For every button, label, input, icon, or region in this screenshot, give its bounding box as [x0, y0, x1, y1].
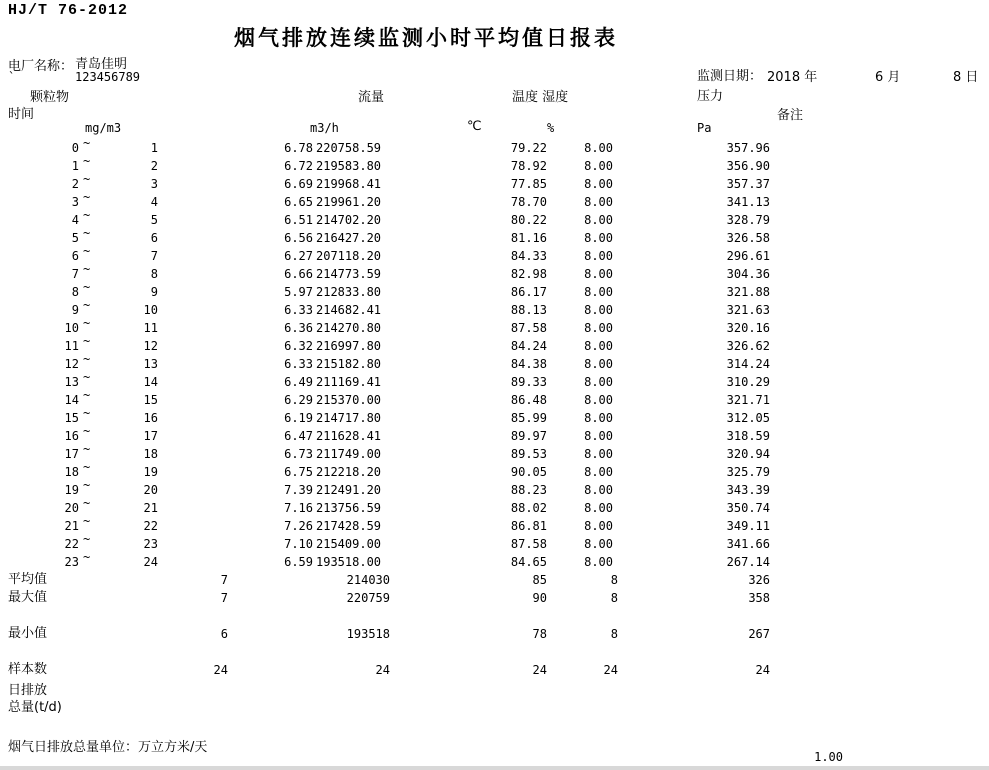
monitor-date-year: 2018 年 [767, 70, 818, 85]
hour-start-value: 3 [71, 195, 79, 209]
hour-end-value: 5 [150, 213, 158, 227]
hour-start-value: 23 [64, 555, 79, 569]
unit-temp: ℃ [467, 119, 482, 134]
table-row [0, 154, 989, 175]
hour-end-value: 9 [150, 285, 158, 299]
table-row [0, 280, 989, 301]
humidity-value: 8.00 [584, 195, 613, 209]
column-header-time: 时间 [8, 107, 35, 122]
hour-start-value: 0 [71, 141, 79, 155]
hour-end-value: 22 [143, 519, 158, 533]
flow-value: 211628.41 [316, 429, 382, 443]
table-row [0, 514, 989, 535]
temp-value: 86.48 [510, 393, 547, 407]
tilde-separator: ~ [83, 460, 91, 474]
summary-pressure-value: 358 [748, 591, 770, 605]
tilde-separator: ~ [83, 154, 91, 168]
table-row [0, 370, 989, 391]
flow-value: 193518.00 [316, 555, 382, 569]
hour-start-value: 2 [71, 177, 79, 191]
table-row [0, 208, 989, 229]
pressure-value: 325.79 [726, 465, 770, 479]
hour-end-value: 19 [143, 465, 158, 479]
tilde-separator: ~ [83, 442, 91, 456]
summary-humidity-value: 8 [610, 627, 618, 641]
hour-end-value: 18 [143, 447, 158, 461]
hour-start-value: 13 [64, 375, 79, 389]
summary-pressure-value: 24 [755, 663, 770, 677]
temp-value: 79.22 [510, 141, 547, 155]
humidity-value: 8.00 [584, 465, 613, 479]
tilde-separator: ~ [83, 280, 91, 294]
humidity-value: 8.00 [584, 429, 613, 443]
plant-name-value: 青岛佳明 [75, 57, 128, 72]
hour-start-value: 8 [71, 285, 79, 299]
hour-end-value: 20 [143, 483, 158, 497]
flow-value: 212218.20 [316, 465, 382, 479]
dust-value: 6.33 [284, 303, 313, 317]
pressure-value: 341.13 [726, 195, 770, 209]
pressure-value: 321.71 [726, 393, 770, 407]
column-header-remark: 备注 [777, 108, 804, 123]
pressure-value: 310.29 [726, 375, 770, 389]
pressure-value: 350.74 [726, 501, 770, 515]
summary-flow-value: 24 [375, 663, 390, 677]
summary-humidity-value: 24 [603, 663, 618, 677]
temp-value: 85.99 [510, 411, 547, 425]
table-row [0, 478, 989, 499]
summary-temp-value: 85 [532, 573, 547, 587]
humidity-value: 8.00 [584, 231, 613, 245]
hour-end-value: 17 [143, 429, 158, 443]
pressure-value: 341.66 [726, 537, 770, 551]
hour-start-value: 17 [64, 447, 79, 461]
column-header-dust: 颗粒物 [30, 90, 70, 105]
humidity-value: 8.00 [584, 339, 613, 353]
temp-value: 84.65 [510, 555, 547, 569]
dust-value: 6.65 [284, 195, 313, 209]
unit-pressure: Pa [697, 121, 712, 135]
dust-value: 6.47 [284, 429, 313, 443]
humidity-value: 8.00 [584, 321, 613, 335]
temp-value: 86.17 [510, 285, 547, 299]
flow-value: 216427.20 [316, 231, 382, 245]
humidity-value: 8.00 [584, 537, 613, 551]
tilde-separator: ~ [83, 424, 91, 438]
humidity-value: 8.00 [584, 267, 613, 281]
hour-end-value: 14 [143, 375, 158, 389]
temp-value: 87.58 [510, 537, 547, 551]
summary-row-average [0, 571, 989, 589]
temp-value: 78.70 [510, 195, 547, 209]
dust-value: 6.36 [284, 321, 313, 335]
temp-value: 81.16 [510, 231, 547, 245]
tilde-separator: ~ [83, 244, 91, 258]
dust-value: 7.26 [284, 519, 313, 533]
summary-temp-value: 24 [532, 663, 547, 677]
table-row [0, 226, 989, 247]
flow-value: 219583.80 [316, 159, 382, 173]
daily-total-value: 1.00 [814, 750, 843, 764]
dust-value: 6.27 [284, 249, 313, 263]
hour-start-value: 10 [64, 321, 79, 335]
dust-value: 6.59 [284, 555, 313, 569]
flow-value: 214682.41 [316, 303, 382, 317]
dust-value: 5.97 [284, 285, 313, 299]
pressure-value: 326.58 [726, 231, 770, 245]
tilde-separator: ~ [83, 316, 91, 330]
summary-dust-value: 24 [213, 663, 228, 677]
summary-temp-value: 90 [532, 591, 547, 605]
hour-end-value: 15 [143, 393, 158, 407]
dust-value: 6.75 [284, 465, 313, 479]
humidity-value: 8.00 [584, 411, 613, 425]
table-row [0, 532, 989, 553]
hourly-table [0, 136, 989, 571]
flow-value: 220758.59 [316, 141, 382, 155]
temp-value: 84.24 [510, 339, 547, 353]
humidity-value: 8.00 [584, 375, 613, 389]
humidity-value: 8.00 [584, 393, 613, 407]
temp-value: 84.33 [510, 249, 547, 263]
tilde-separator: ~ [83, 370, 91, 384]
pressure-value: 349.11 [726, 519, 770, 533]
table-row [0, 172, 989, 193]
hour-end-value: 6 [150, 231, 158, 245]
column-header-temp-humidity: 温度 湿度 [512, 90, 569, 105]
flow-value: 214270.80 [316, 321, 382, 335]
flow-value: 215182.80 [316, 357, 382, 371]
pressure-value: 321.63 [726, 303, 770, 317]
hour-start-value: 14 [64, 393, 79, 407]
hour-end-value: 11 [143, 321, 158, 335]
summary-flow-value: 193518 [346, 627, 390, 641]
hour-start-value: 20 [64, 501, 79, 515]
unit-note: 烟气日排放总量单位：万立方米/天 [8, 740, 208, 755]
summary-pressure-value: 267 [748, 627, 770, 641]
temp-value: 77.85 [510, 177, 547, 191]
hour-end-value: 21 [143, 501, 158, 515]
summary-humidity-value: 8 [610, 591, 618, 605]
monitor-date-label: 监测日期： [697, 69, 763, 84]
table-row [0, 262, 989, 283]
hour-end-value: 3 [150, 177, 158, 191]
hour-start-value: 6 [71, 249, 79, 263]
summary-dust-value: 7 [220, 591, 228, 605]
hour-end-value: 2 [150, 159, 158, 173]
pressure-value: 328.79 [726, 213, 770, 227]
humidity-value: 8.00 [584, 447, 613, 461]
temp-value: 88.02 [510, 501, 547, 515]
humidity-value: 8.00 [584, 141, 613, 155]
temp-value: 88.23 [510, 483, 547, 497]
tilde-separator: ~ [83, 334, 91, 348]
dust-value: 6.51 [284, 213, 313, 227]
tilde-separator: ~ [83, 352, 91, 366]
flow-value: 211169.41 [316, 375, 382, 389]
pressure-value: 343.39 [726, 483, 770, 497]
hour-end-value: 12 [143, 339, 158, 353]
humidity-value: 8.00 [584, 159, 613, 173]
summary-label: 样本数 [8, 662, 48, 677]
hour-start-value: 15 [64, 411, 79, 425]
flow-value: 212491.20 [316, 483, 382, 497]
tilde-separator: ~ [83, 226, 91, 240]
summary-label: 平均值 [8, 572, 48, 587]
hour-end-value: 10 [143, 303, 158, 317]
hour-end-value: 7 [150, 249, 158, 263]
table-row [0, 190, 989, 211]
hour-start-value: 1 [71, 159, 79, 173]
hour-start-value: 4 [71, 213, 79, 227]
temp-value: 90.05 [510, 465, 547, 479]
humidity-value: 8.00 [584, 483, 613, 497]
temp-value: 80.22 [510, 213, 547, 227]
tilde-separator: ~ [83, 388, 91, 402]
hour-start-value: 22 [64, 537, 79, 551]
temp-value: 89.33 [510, 375, 547, 389]
dust-value: 6.73 [284, 447, 313, 461]
dust-value: 6.69 [284, 177, 313, 191]
table-row [0, 406, 989, 427]
summary-temp-value: 78 [532, 627, 547, 641]
plant-code-value: 123456789 [75, 70, 141, 84]
humidity-value: 8.00 [584, 177, 613, 191]
humidity-value: 8.00 [584, 357, 613, 371]
humidity-value: 8.00 [584, 501, 613, 515]
tilde-separator: ~ [83, 172, 91, 186]
flow-value: 217428.59 [316, 519, 382, 533]
pressure-value: 356.90 [726, 159, 770, 173]
pressure-value: 314.24 [726, 357, 770, 371]
tilde-separator: ~ [83, 208, 91, 222]
table-row [0, 136, 989, 157]
summary-humidity-value: 8 [610, 573, 618, 587]
dust-value: 6.19 [284, 411, 313, 425]
flow-value: 219961.20 [316, 195, 382, 209]
hour-end-value: 13 [143, 357, 158, 371]
dust-value: 7.10 [284, 537, 313, 551]
flow-value: 207118.20 [316, 249, 382, 263]
column-header-flow: 流量 [358, 90, 385, 105]
dust-value: 6.32 [284, 339, 313, 353]
daily-total-label-line1: 日排放 [8, 683, 48, 698]
summary-label: 最小值 [8, 626, 48, 641]
dust-value: 6.29 [284, 393, 313, 407]
hour-end-value: 8 [150, 267, 158, 281]
table-row [0, 244, 989, 265]
flow-value: 215370.00 [316, 393, 382, 407]
tilde-separator: ~ [83, 550, 91, 564]
hour-start-value: 19 [64, 483, 79, 497]
summary-pressure-value: 326 [748, 573, 770, 587]
table-row [0, 298, 989, 319]
pressure-value: 357.37 [726, 177, 770, 191]
dust-value: 6.72 [284, 159, 313, 173]
temp-value: 82.98 [510, 267, 547, 281]
column-header-pressure: 压力 [697, 89, 724, 104]
hour-start-value: 18 [64, 465, 79, 479]
table-row [0, 442, 989, 463]
summary-dust-value: 7 [220, 573, 228, 587]
pressure-value: 267.14 [726, 555, 770, 569]
temp-value: 78.92 [510, 159, 547, 173]
tilde-separator: ~ [83, 532, 91, 546]
dust-value: 6.78 [284, 141, 313, 155]
tilde-separator: ~ [83, 262, 91, 276]
unit-humidity: % [547, 121, 555, 135]
summary-label: 最大值 [8, 590, 48, 605]
hour-end-value: 4 [150, 195, 158, 209]
pressure-value: 326.62 [726, 339, 770, 353]
dust-value: 7.39 [284, 483, 313, 497]
page-title: 烟气排放连续监测小时平均值日报表 [234, 26, 618, 50]
flow-value: 215409.00 [316, 537, 382, 551]
flow-value: 214717.80 [316, 411, 382, 425]
dust-value: 6.66 [284, 267, 313, 281]
plant-name-label: 电厂名称： [8, 59, 74, 74]
hour-start-value: 7 [71, 267, 79, 281]
hour-start-value: 9 [71, 303, 79, 317]
humidity-value: 8.00 [584, 249, 613, 263]
flow-value: 211749.00 [316, 447, 382, 461]
hour-start-value: 11 [64, 339, 79, 353]
flow-value: 214773.59 [316, 267, 382, 281]
window-bottom-edge [0, 766, 989, 770]
hour-end-value: 1 [150, 141, 158, 155]
unit-flow: m3/h [310, 121, 339, 135]
hour-end-value: 24 [143, 555, 158, 569]
table-row [0, 550, 989, 571]
temp-value: 84.38 [510, 357, 547, 371]
flow-value: 213756.59 [316, 501, 382, 515]
humidity-value: 8.00 [584, 519, 613, 533]
summary-row-max [0, 589, 989, 607]
flow-value: 214702.20 [316, 213, 382, 227]
summary-row-min [0, 625, 989, 643]
dust-value: 7.16 [284, 501, 313, 515]
monitor-date-month: 6 月 [875, 70, 901, 85]
tilde-separator: ~ [83, 496, 91, 510]
temp-value: 86.81 [510, 519, 547, 533]
temp-value: 88.13 [510, 303, 547, 317]
table-row [0, 496, 989, 517]
unit-dust: mg/m3 [85, 121, 122, 135]
hour-start-value: 5 [71, 231, 79, 245]
table-row [0, 352, 989, 373]
tilde-separator: ~ [83, 136, 91, 150]
temp-value: 89.97 [510, 429, 547, 443]
hour-start-value: 21 [64, 519, 79, 533]
pressure-value: 304.36 [726, 267, 770, 281]
dust-value: 6.56 [284, 231, 313, 245]
tilde-separator: ~ [83, 514, 91, 528]
monitor-date-day: 8 日 [953, 70, 979, 85]
temp-value: 87.58 [510, 321, 547, 335]
table-row [0, 388, 989, 409]
humidity-value: 8.00 [584, 285, 613, 299]
pressure-value: 321.88 [726, 285, 770, 299]
dust-value: 6.49 [284, 375, 313, 389]
pressure-value: 357.96 [726, 141, 770, 155]
humidity-value: 8.00 [584, 303, 613, 317]
flow-value: 216997.80 [316, 339, 382, 353]
tilde-separator: ~ [83, 406, 91, 420]
pressure-value: 296.61 [726, 249, 770, 263]
pressure-value: 320.16 [726, 321, 770, 335]
temp-value: 89.53 [510, 447, 547, 461]
table-row [0, 460, 989, 481]
table-row [0, 424, 989, 445]
flow-value: 219968.41 [316, 177, 382, 191]
tilde-separator: ~ [83, 478, 91, 492]
hour-start-value: 12 [64, 357, 79, 371]
tilde-separator: ~ [83, 190, 91, 204]
table-row [0, 316, 989, 337]
tilde-separator: ~ [83, 298, 91, 312]
humidity-value: 8.00 [584, 555, 613, 569]
humidity-value: 8.00 [584, 213, 613, 227]
pressure-value: 312.05 [726, 411, 770, 425]
pressure-value: 318.59 [726, 429, 770, 443]
table-row [0, 334, 989, 355]
hour-start-value: 16 [64, 429, 79, 443]
summary-row-samples [0, 661, 989, 679]
daily-total-label-line2: 总量(t/d) [8, 700, 62, 715]
hour-end-value: 23 [143, 537, 158, 551]
pressure-value: 320.94 [726, 447, 770, 461]
summary-flow-value: 220759 [346, 591, 390, 605]
dust-value: 6.33 [284, 357, 313, 371]
plant-mark: ` [8, 70, 16, 84]
summary-dust-value: 6 [220, 627, 228, 641]
flow-value: 212833.80 [316, 285, 382, 299]
standard-code: HJ/T 76-2012 [8, 2, 129, 19]
summary-flow-value: 214030 [346, 573, 390, 587]
hour-end-value: 16 [143, 411, 158, 425]
